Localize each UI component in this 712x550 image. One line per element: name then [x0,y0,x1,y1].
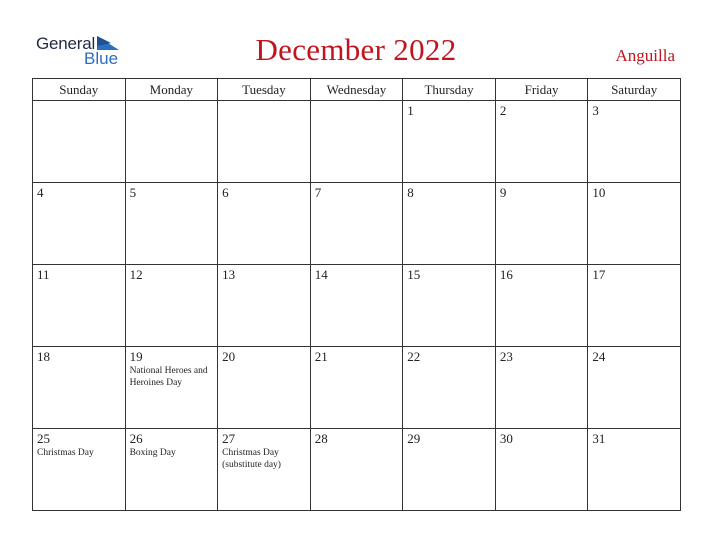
calendar-day-cell [218,265,311,347]
calendar-grid [32,78,681,511]
calendar-day-cell [403,347,496,429]
calendar-day-cell [125,347,218,429]
weekday-saturday: Saturday [588,79,681,101]
region-label: Anguilla [615,46,675,65]
day-number: 11 [37,267,50,282]
holiday-label: Christmas Day [37,448,94,458]
holiday-label: Christmas Day (substitute day) [222,448,281,470]
day-number: 3 [592,103,599,118]
day-number: 25 [37,431,50,446]
day-number: 21 [314,349,328,364]
day-number: 10 [592,185,606,200]
calendar-week-row [33,183,681,265]
calendar-day-cell [403,429,496,511]
calendar-day-cell [495,183,588,265]
day-number: 23 [499,349,513,364]
day-number: 22 [407,349,421,364]
calendar-day-cell [495,429,588,511]
day-number: 7 [314,185,322,200]
calendar-day-cell [403,183,496,265]
calendar-day-cell [125,183,218,265]
day-number: 5 [129,185,137,200]
calendar-day-cell [588,347,681,429]
calendar-day-cell [495,101,588,183]
calendar-day-cell [125,101,218,183]
calendar-day-cell [588,265,681,347]
weekday-monday: Monday [125,79,218,101]
day-number: 1 [407,103,414,118]
day-number: 28 [314,431,328,446]
day-number: 14 [314,267,328,282]
day-number: 26 [129,431,143,446]
calendar-day-cell [310,347,403,429]
calendar-week-row [33,429,681,511]
calendar-day-cell [588,183,681,265]
calendar-day-cell [33,183,126,265]
day-number: 18 [37,349,50,364]
calendar-day-cell [218,347,311,429]
calendar-day-cell [33,101,126,183]
calendar-day-cell [33,265,126,347]
calendar-day-cell [218,183,311,265]
calendar-week-row [33,265,681,347]
day-number: 4 [37,185,44,200]
calendar-week-row [33,347,681,429]
day-number: 9 [499,185,507,200]
day-number: 2 [499,103,507,118]
day-number: 17 [592,267,606,282]
calendar-day-cell [403,265,496,347]
logo-text-general: General [36,34,96,53]
calendar-day-cell [588,429,681,511]
calendar-day-cell [33,347,126,429]
calendar-day-cell [125,429,218,511]
calendar-day-cell [310,101,403,183]
holiday-label: Boxing Day [129,448,176,458]
page-title: December 2022 [255,32,457,67]
logo-text-blue: Blue [84,49,119,68]
day-number: 16 [499,267,513,282]
calendar-day-cell [495,347,588,429]
day-number: 27 [222,431,236,446]
weekday-sunday: Sunday [33,79,126,101]
day-number: 6 [222,185,229,200]
day-number: 19 [129,349,143,364]
calendar-day-cell [310,429,403,511]
calendar-day-cell [218,101,311,183]
calendar-day-cell [495,265,588,347]
calendar-day-cell [588,101,681,183]
weekday-tuesday: Tuesday [218,79,311,101]
calendar-week-row [33,101,681,183]
day-number: 31 [592,431,606,446]
calendar-day-cell [403,101,496,183]
weekday-wednesday: Wednesday [310,79,403,101]
calendar-body [33,101,681,511]
calendar-day-cell [125,265,218,347]
day-number: 24 [592,349,606,364]
calendar-day-cell [218,429,311,511]
weekday-thursday: Thursday [403,79,496,101]
day-number: 30 [499,431,513,446]
calendar-day-cell [310,265,403,347]
day-number: 8 [407,185,414,200]
day-number: 12 [129,267,143,282]
day-number: 20 [222,349,236,364]
day-number: 15 [407,267,421,282]
day-number: 29 [407,431,421,446]
weekday-header-row [33,79,681,101]
holiday-label: National Heroes and Heroines Day [129,366,208,388]
calendar-day-cell [310,183,403,265]
calendar-day-cell [33,429,126,511]
weekday-friday: Friday [495,79,588,101]
day-number: 13 [222,267,236,282]
